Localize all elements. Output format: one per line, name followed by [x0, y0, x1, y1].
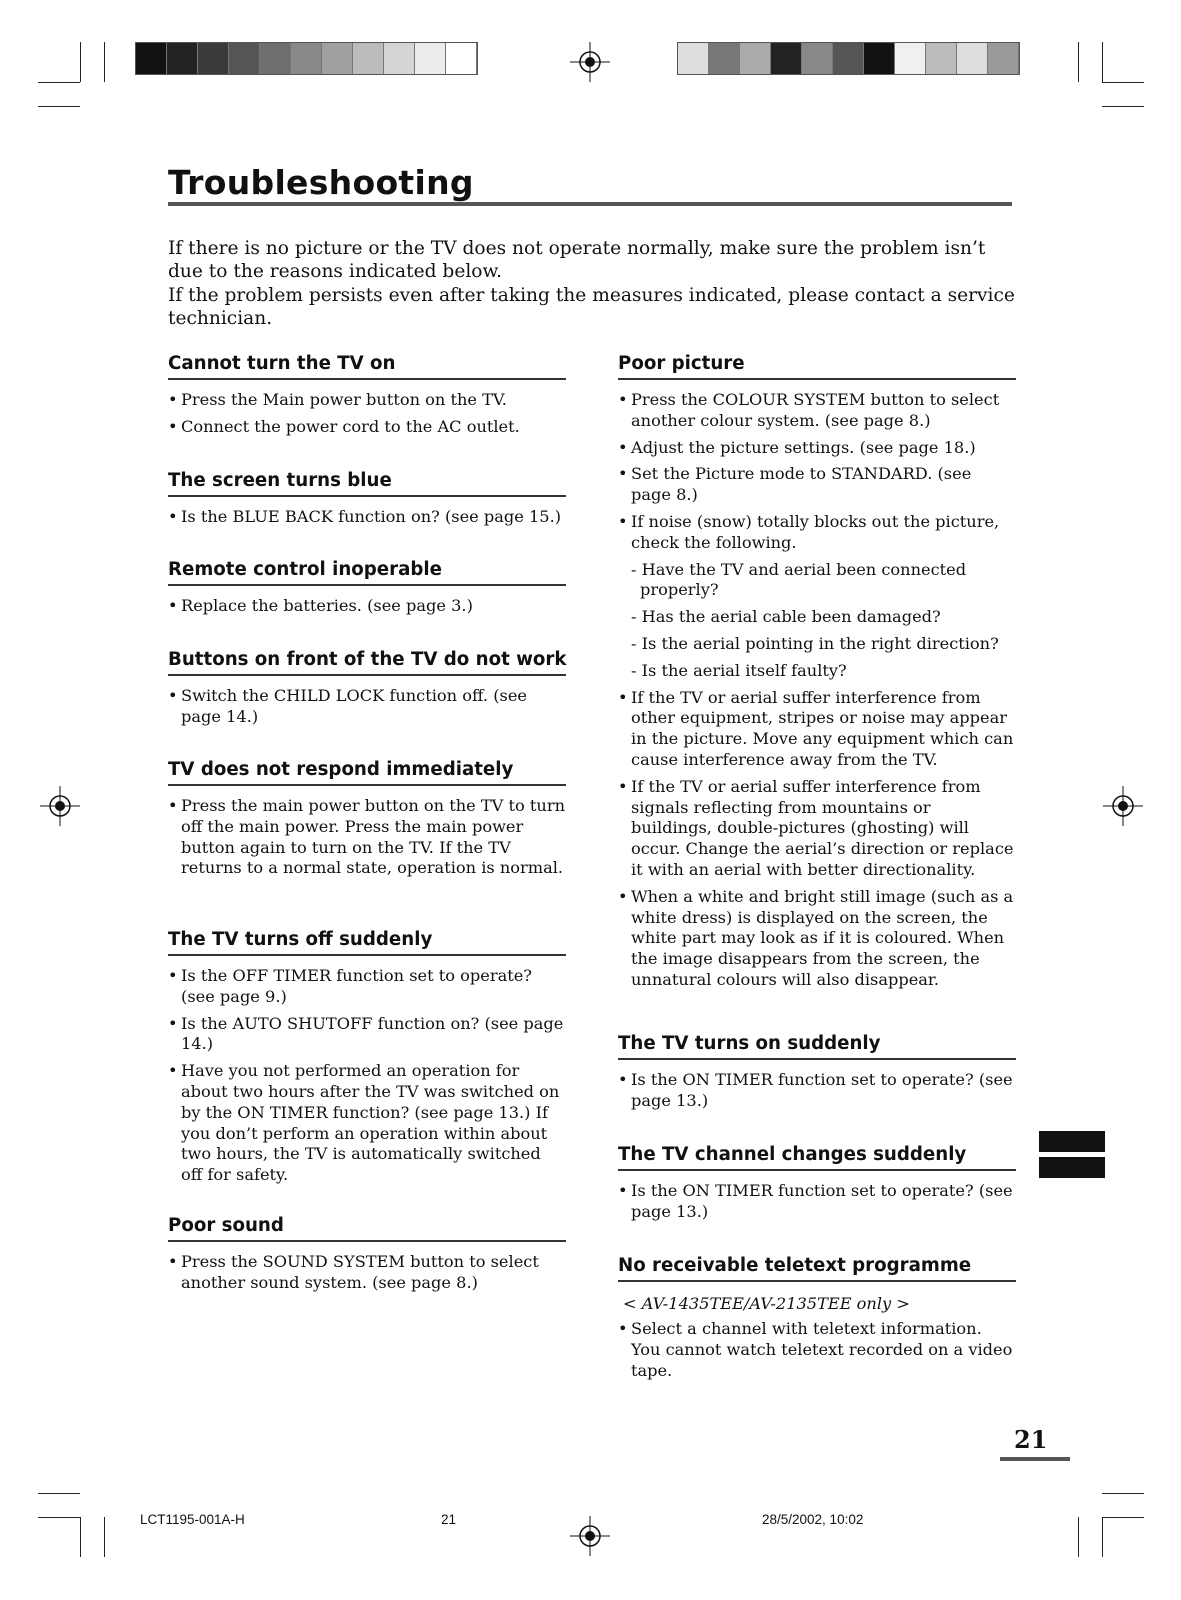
list-item: • Replace the batteries. (see page 3.)	[168, 596, 566, 617]
left-column	[168, 353, 566, 1300]
footer-page: 21	[441, 1512, 457, 1527]
list-item: • Set the Picture mode to STANDARD. (see page 8.)	[618, 464, 1016, 506]
sub-list-item: - Has the aerial cable been damaged?	[618, 607, 1016, 628]
crop-mark	[1102, 42, 1103, 82]
section-heading: Poor sound	[168, 1215, 566, 1242]
section-screen-blue	[168, 470, 566, 559]
list-item: • Is the AUTO SHUTOFF function on? (see page 14.)	[168, 1014, 566, 1056]
footer-code: LCT1195-001A-H	[140, 1512, 245, 1527]
crop-mark	[1102, 82, 1144, 83]
intro-paragraph: If there is no picture or the TV does not operate normally, make sure the problem isn’t due to the reasons indicated below.	[168, 238, 986, 283]
crop-mark	[1078, 42, 1079, 82]
crop-mark	[104, 42, 105, 82]
title-rule	[168, 202, 1012, 206]
section-heading: The TV turns off suddenly	[168, 929, 566, 956]
section-tab-marker	[1039, 1131, 1105, 1152]
section-heading: The TV channel changes suddenly	[618, 1144, 1016, 1171]
intro	[168, 237, 1018, 331]
crop-mark	[1102, 106, 1144, 107]
list-item: • Switch the CHILD LOCK function off. (see page 14.)	[168, 686, 566, 728]
list-item: • Press the Main power button on the TV.	[168, 390, 566, 411]
crop-mark	[38, 82, 80, 83]
list-item: • Press the SOUND SYSTEM button to select another sound system. (see page 8.)	[168, 1252, 566, 1294]
section-front-buttons	[168, 649, 566, 759]
list-item: • Have you not performed an operation for about two hours after the TV was switched on by the ON TIMER function? (see page 13.) If you don’t perform an operation within about two hours, the TV is automatically switched off for safety.	[168, 1061, 566, 1186]
page-title: Troubleshooting	[168, 163, 474, 202]
crop-mark	[80, 42, 81, 82]
list-item: • When a white and bright still image (such as a white dress) is displayed on the screen, the white part may look as if it is coloured. When the image disappears from the screen, the unnatural colours will also disappear.	[618, 887, 1016, 991]
list-item: • Is the OFF TIMER function set to operate? (see page 9.)	[168, 966, 566, 1008]
section-heading: No receivable teletext programme	[618, 1255, 1016, 1282]
color-bar-right	[677, 42, 1020, 75]
color-bar-left	[135, 42, 478, 75]
registration-mark-icon	[570, 42, 610, 82]
crop-mark	[38, 106, 80, 107]
crop-mark	[38, 1517, 80, 1518]
list-item: • If the TV or aerial suffer interference from other equipment, stripes or noise may appear in the picture. Move any equipment which can cause interference away from the TV.	[618, 688, 1016, 771]
list-item: • Press the COLOUR SYSTEM button to select another colour system. (see page 8.)	[618, 390, 1016, 432]
list-item: • Is the BLUE BACK function on? (see page 15.)	[168, 507, 566, 528]
registration-mark-icon	[40, 786, 80, 826]
sub-list-item: - Have the TV and aerial been connected properly?	[618, 560, 1016, 602]
section-remote-inoperable	[168, 559, 566, 649]
section-poor-picture	[618, 353, 1016, 1033]
section-cannot-turn-on	[168, 353, 566, 470]
list-item: • Press the main power button on the TV to turn off the main power. Press the main power button again to turn on the TV. If the TV returns to a normal state, operation is normal.	[168, 796, 566, 879]
section-heading: The screen turns blue	[168, 470, 566, 497]
section-heading: Poor picture	[618, 353, 1016, 380]
crop-mark	[80, 1517, 81, 1557]
crop-mark	[1078, 1517, 1079, 1557]
section-turns-on	[618, 1033, 1016, 1144]
list-item: • Is the ON TIMER function set to operate? (see page 13.)	[618, 1070, 1016, 1112]
sub-list-item: - Is the aerial itself faulty?	[618, 661, 1016, 682]
section-poor-sound	[168, 1215, 566, 1294]
page-number: 21	[1014, 1425, 1048, 1454]
crop-mark	[1102, 1517, 1144, 1518]
model-note: < AV-1435TEE/AV-2135TEE only >	[623, 1294, 910, 1313]
right-column	[618, 353, 1016, 1387]
section-heading: Cannot turn the TV on	[168, 353, 566, 380]
list-item: • If noise (snow) totally blocks out the picture, check the following.	[618, 512, 1016, 554]
list-item: • Connect the power cord to the AC outlet.	[168, 417, 566, 438]
page-number-rule	[1000, 1457, 1070, 1461]
crop-mark	[1102, 1517, 1103, 1557]
section-heading: TV does not respond immediately	[168, 759, 566, 786]
registration-mark-icon	[570, 1516, 610, 1556]
sub-list-item: - Is the aerial pointing in the right direction?	[618, 634, 1016, 655]
section-heading: Remote control inoperable	[168, 559, 566, 586]
intro-paragraph: If the problem persists even after taking the measures indicated, please contact a service technician.	[168, 284, 1015, 330]
section-heading: Buttons on front of the TV do not work	[168, 649, 566, 676]
section-channel-changes	[618, 1144, 1016, 1255]
crop-mark	[38, 1493, 80, 1494]
section-heading: The TV turns on suddenly	[618, 1033, 1016, 1060]
section-not-respond	[168, 759, 566, 929]
list-item: • Adjust the picture settings. (see page 18.)	[618, 438, 1016, 459]
section-no-teletext	[618, 1255, 1016, 1381]
registration-mark-icon	[1103, 786, 1143, 826]
footer-date: 28/5/2002, 10:02	[762, 1512, 864, 1527]
crop-mark	[104, 1517, 105, 1557]
list-item: • Is the ON TIMER function set to operate? (see page 13.)	[618, 1181, 1016, 1223]
section-turns-off	[168, 929, 566, 1215]
section-tab-marker	[1039, 1157, 1105, 1178]
list-item: • Select a channel with teletext information. You cannot watch teletext recorded on a video tape.	[618, 1319, 1016, 1381]
list-item: • If the TV or aerial suffer interference from signals reflecting from mountains or buildings, double-pictures (ghosting) will occur. Change the aerial’s direction or replace it with an aerial with better directionality.	[618, 777, 1016, 881]
crop-mark	[1102, 1493, 1144, 1494]
